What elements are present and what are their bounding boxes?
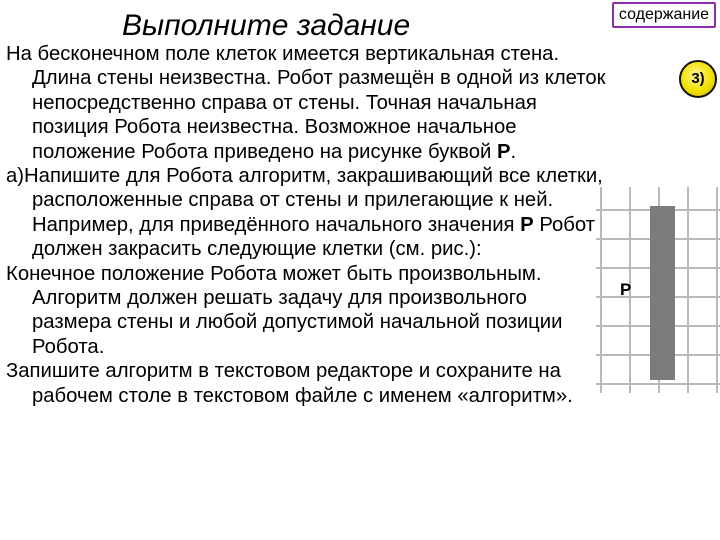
task-text	[6, 42, 606, 408]
task-number-badge[interactable]: 3)	[679, 60, 717, 98]
slide-title: Выполните задание	[122, 9, 411, 42]
painted-cells-column	[650, 206, 675, 380]
robot-position-label: Р	[620, 280, 632, 299]
p1-robot-letter: Р	[496, 140, 511, 163]
task-paragraph-3: Конечное положение Робота может быть произвольным. Алгоритм должен решать задачу для произвольного размера стены и любой допустимой начальной позиции Робота.	[6, 262, 563, 358]
task-paragraph-1	[6, 42, 606, 164]
task-paragraph-4: Запишите алгоритм в текстовом редакторе и сохраните на рабочем столе в текстовом файле с именем «алгоритм».	[6, 360, 573, 407]
p1-text-start: На бесконечном поле клеток имеется вертикальная стена. Длина стены неизвестна. Робот размещён в одной из клеток непосредственно справа от стены. Точная начальная позиция Робота неизвестна. Возможное начальное положение Робота приведено на рисунке буквой	[6, 43, 606, 163]
task-paragraph-2	[6, 164, 606, 262]
contents-button[interactable]: содержание	[612, 2, 716, 28]
p2-text-start: а)Напишите для Робота алгоритм, закрашивающий все клетки, расположенные справа от стены и прилегающие к ней. Например, для приведённого начального значения	[6, 165, 603, 236]
p2-robot-letter: Р	[520, 213, 534, 236]
p1-text-end: .	[510, 140, 517, 163]
p2-text-end: Робот должен закрасить следующие клетки (см. рис.):	[32, 213, 595, 261]
